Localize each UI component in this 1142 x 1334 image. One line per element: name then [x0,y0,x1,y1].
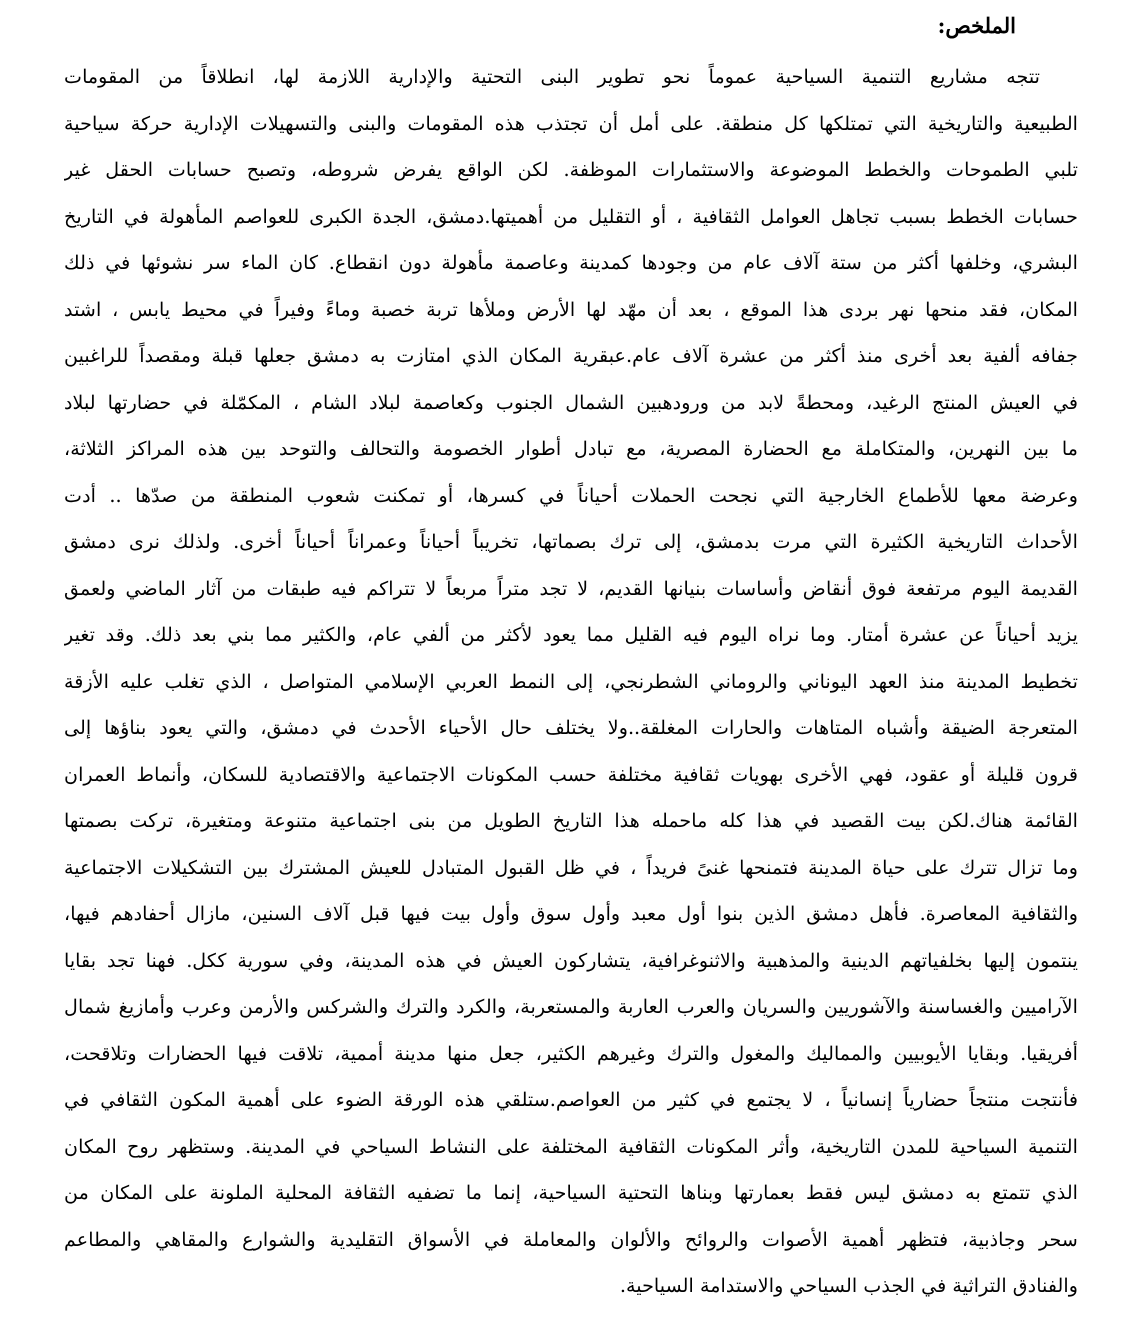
paragraph-line: جفافه ألفية بعد أخرى منذ أكثر من عشرة آلاف عام.عبقرية المكان الذي امتازت به دمشق جعلها قبلة ومقصداً للراغبين [64,344,1078,367]
abstract-body [64,54,1078,1310]
paragraph-line: والثقافية المعاصرة. فأهل دمشق الذين بنوا أول معبد وأول سوق وأول بيت فيها قبل آلاف السنين، مازال أحفادهم فيها، [64,902,1078,925]
paragraph-line: سحر وجاذبية، فتظهر أهمية الأصوات والروائح والألوان والمعاملة في الأسواق التقليدية والشوارع والمقاهي والمطاعم [64,1227,1078,1251]
paragraph-line: تتجه مشاريع التنمية السياحية عموماً نحو تطوير البنى التحتية والإدارية اللازمة لها، انطلاقاً من المقومات [64,65,1040,88]
paragraph-line: تلبي الطموحات والخطط الموضوعة والاستثمارات الموظفة. لكن الواقع يفرض شروطه، وتصبح حسابات الحقل غير [64,158,1078,181]
paragraph-line: القديمة اليوم مرتفعة فوق أنقاض وأساسات بنيانها القديم، لا تجد متراً مربعاً لا تتراكم فيه طبقات من آثار الماضي ولعمق [64,576,1078,600]
paragraph-line: وما تزال تترك على حياة المدينة فتمنحها غنىً فريداً ، في ظل القبول المتبادل للعيش المشترك بين التشكيلات الاجتماعية [64,855,1078,879]
paragraph-line: يزيد أحياناً عن عشرة أمتار. وما نراه اليوم فيه القليل مما يعود لأكثر من ألفي عام، والكثير مما بني بعد ذلك. وقد تغير [64,623,1078,646]
paragraph-line: قرون قليلة أو عقود، فهي الأخرى بهويات ثقافية مختلفة حسب المكونات الاجتماعية والاقتصادية للسكان، وأنماط العمران [64,762,1078,786]
paragraph-line: البشري، وخلفها أكثر من ستة آلاف عام من وجودها كمدينة وعاصمة مأهولة دون انقطاع. كان الماء سر نشوئها في ذلك [64,251,1078,274]
paragraph-line: وعرضة معها للأطماع الخارجية التي نجحت الحملات أحياناً في كسرها، أو تمكنت شعوب المنطقة من صدّها .. أدت [64,483,1078,507]
paragraph-line: الذي تتمتع به دمشق ليس فقط بعمارتها وبناها التحتية السياحية، إنما ما تضفيه الثقافة المحلية الملونة على المكان من [64,1181,1078,1204]
paragraph-line: المتعرجة الضيقة وأشباه المتاهات والحارات المغلقة..ولا يختلف حال الأحياء الأحدث في دمشق، والتي يعود بناؤها إلى [64,716,1078,739]
paragraph-line: فأنتجت منتجاً حضارياً إنسانياً ، لا يجتمع في كثير من العواصم.ستلقي هذه الورقة الضوء على أهمية المكون الثقافي في [64,1088,1078,1111]
paragraph-line: ما بين النهرين، والمتكاملة مع الحضارة المصرية، مع تبادل أطوار الخصومة والتحالف والتوحد بين هذه المراكز الثلاثة، [64,437,1078,460]
paragraph-line: الآراميين والغساسنة والآشوريين والسريان والعرب العاربة والمستعربة، والكرد والترك والشركس والأرمن وعرب وأمازيغ شمال [64,995,1078,1018]
paragraph-line: التنمية السياحية للمدن التاريخية، وأثر المكونات الثقافية المختلفة على النشاط السياحي في المدينة. وستظهر روح المكان [64,1134,1078,1158]
paragraph-line: والفنادق التراثية في الجذب السياحي والاستدامة السياحية. [619,1274,1078,1297]
paragraph-line: أفريقيا. وبقايا الأيوبيين والمماليك والمغول والترك وغيرهم الكثير، جعل منها مدينة أممية، تلاقت فيها الحضارات وتلاقحت، [64,1041,1078,1065]
paragraph-line: تخطيط المدينة منذ العهد اليوناني والروماني الشطرنجي، إلى النمط العربي الإسلامي المتواصل ، الذي تغلب عليه الأزقة [64,669,1078,693]
paragraph-line: ينتمون إليها بخلفياتهم الدينية والمذهبية والاثنوغرافية، يتشاركون العيش في هذه المدينة، وفي سورية ككل. فهنا تجد بقايا [64,948,1078,972]
paragraph-line: حسابات الخطط بسبب تجاهل العوامل الثقافية ، أو التقليل من أهميتها.دمشق، الجدة الكبرى للعواصم المأهولة في التاريخ [64,204,1078,228]
paragraph-line: الطبيعية والتاريخية التي تمتلكها كل منطقة. على أمل أن تجتذب هذه المقومات والبنى والتسهيلات الإدارية حركة سياحية [64,111,1078,135]
paragraph-line: القائمة هناك.لكن بيت القصيد في هذا كله ماحمله هذا التاريخ الطويل من بنى اجتماعية متنوعة ومتغيرة، تركت بصمتها [64,809,1078,832]
paragraph-line: المكان، فقد منحها نهر بردى هذا الموقع ، بعد أن مهّد لها الأرض وملأها تربة خصبة وماءً وفيراً في محيط يابس ، اشتد [64,297,1078,321]
paragraph-line: الأحداث التاريخية الكثيرة التي مرت بدمشق، إلى ترك بصماتها، تخريباً أحياناً وعمراناً أحياناً أخرى. ولذلك نرى دمشق [64,530,1078,553]
paragraph-line: في العيش المنتج الرغيد، ومحطةً لابد من ورودهبين الشمال الجنوب وكعاصمة لبلاد الشام ، المكمّلة في حضارتها لبلاد [64,390,1078,414]
abstract-heading: الملخص: [937,13,1016,38]
